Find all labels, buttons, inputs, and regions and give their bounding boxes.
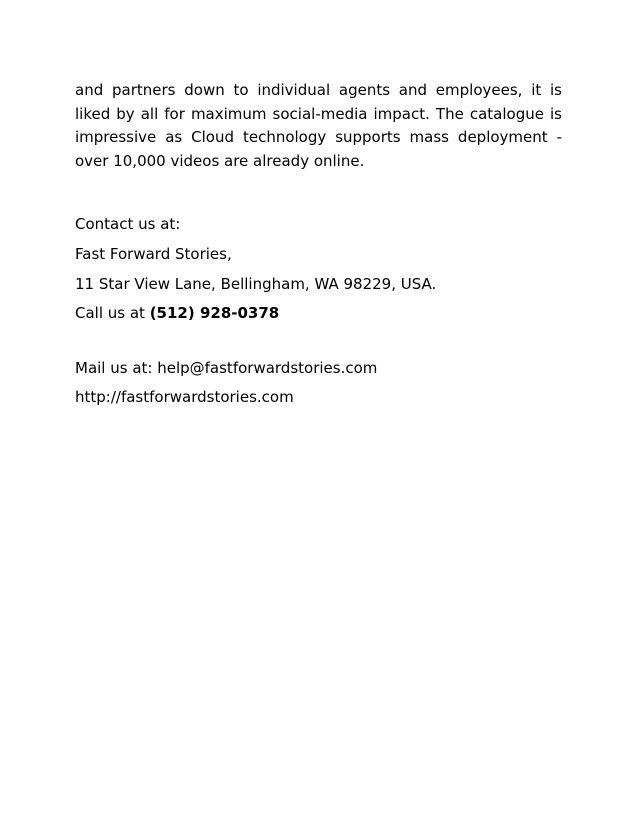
phone-number: (512) 928-0378 bbox=[149, 304, 280, 322]
company-name: Fast Forward Stories, bbox=[75, 245, 232, 263]
call-line bbox=[75, 303, 279, 323]
contact-heading: Contact us at: bbox=[75, 215, 181, 233]
body-paragraph: and partners down to individual agents and employees, it is liked by all for maximum social-media impact. The catalogue is impressive as Cloud technology supports mass deployment - over 10,000 videos are already online. bbox=[75, 81, 562, 170]
mail-line: Mail us at: help@fastforwardstories.com bbox=[75, 359, 378, 377]
company-address: 11 Star View Lane, Bellingham, WA 98229, USA. bbox=[75, 275, 437, 293]
website-url: http://fastforwardstories.com bbox=[75, 388, 294, 406]
call-label: Call us at bbox=[75, 304, 150, 322]
